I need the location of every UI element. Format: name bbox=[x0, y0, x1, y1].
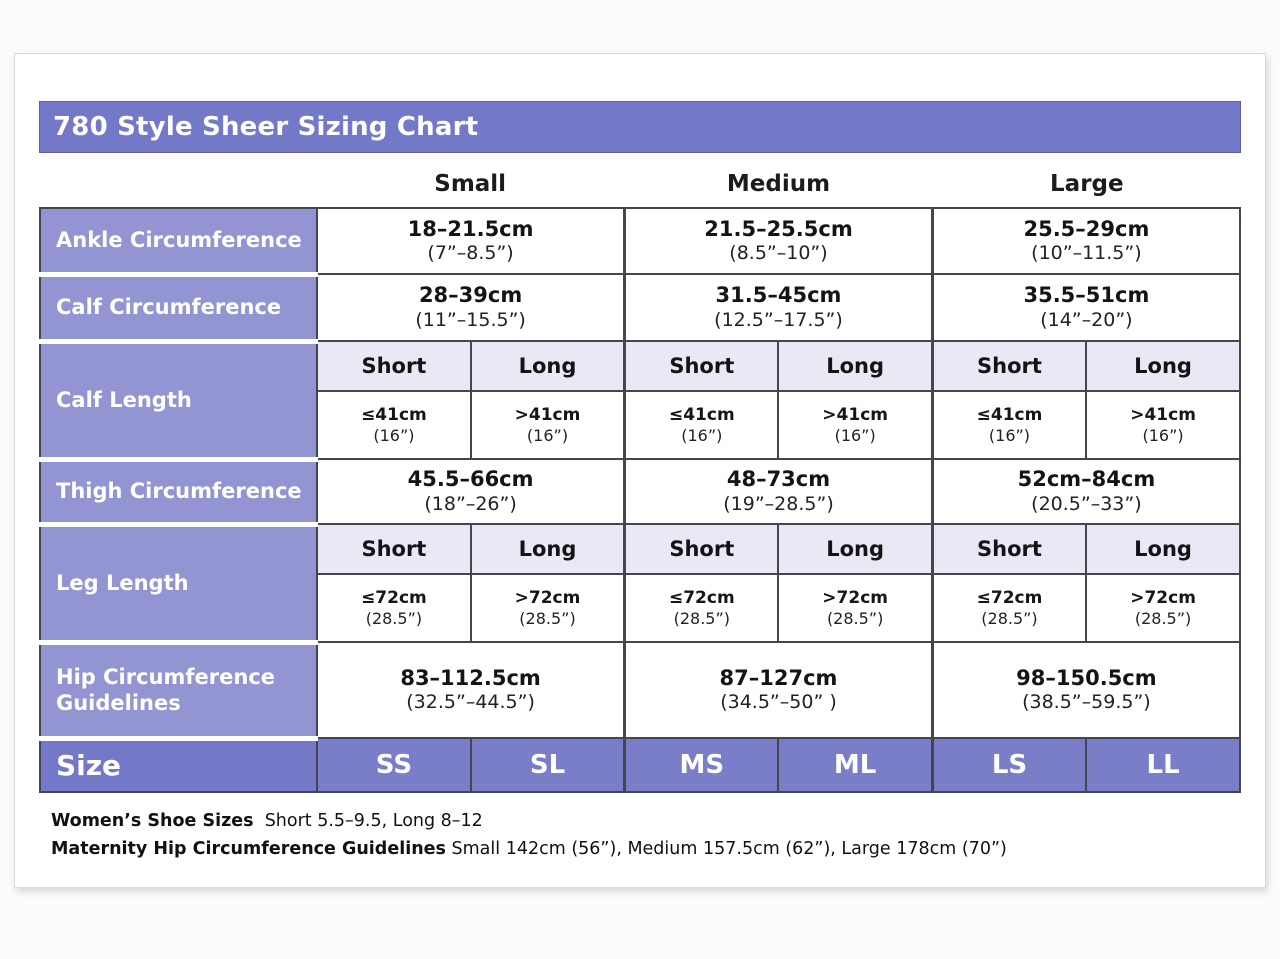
row-label-thigh: Thigh Circumference bbox=[40, 459, 317, 524]
cm-value: ≤72cm bbox=[976, 587, 1043, 608]
row-label-ankle: Ankle Circumference bbox=[40, 208, 317, 274]
calf-length-subheader: Long bbox=[778, 341, 932, 391]
calf-length-subheader: Short bbox=[317, 341, 471, 391]
inch-value: (28.5”) bbox=[365, 608, 423, 628]
inch-value: (18”–26”) bbox=[424, 492, 517, 515]
thigh-medium-cell bbox=[625, 459, 933, 524]
calf-circ-small-cell bbox=[317, 274, 625, 341]
table-row-leg-length-header bbox=[40, 524, 1240, 574]
sizing-chart-card bbox=[14, 53, 1266, 888]
hip-large-cell bbox=[932, 642, 1240, 738]
cm-value: 35.5–51cm bbox=[1023, 283, 1150, 308]
size-cell-ms: MS bbox=[625, 738, 779, 792]
inch-value: (12.5”–17.5”) bbox=[714, 308, 843, 331]
table-row-hip bbox=[40, 642, 1240, 738]
hip-medium-cell bbox=[625, 642, 933, 738]
ankle-large-cell bbox=[932, 208, 1240, 274]
leg-length-value-cell bbox=[471, 574, 625, 642]
leg-length-value-cell bbox=[625, 574, 779, 642]
calf-length-subheader: Short bbox=[625, 341, 779, 391]
calf-length-value-cell bbox=[471, 391, 625, 459]
cm-value: 87–127cm bbox=[719, 665, 838, 690]
inch-value: (7”–8.5”) bbox=[427, 242, 514, 265]
column-header-small: Small bbox=[434, 171, 507, 197]
row-label-calf-circumference: Calf Circumference bbox=[40, 274, 317, 341]
row-label-leg-length: Leg Length bbox=[40, 524, 317, 642]
inch-value: (28.5”) bbox=[826, 608, 884, 628]
row-label-size: Size bbox=[40, 738, 317, 792]
column-header-large: Large bbox=[1050, 171, 1124, 197]
leg-length-subheader: Long bbox=[1086, 524, 1240, 574]
calf-length-subheader: Short bbox=[932, 341, 1086, 391]
cm-value: ≤41cm bbox=[361, 404, 427, 425]
table-row-ankle bbox=[40, 208, 1240, 274]
cm-value: 18–21.5cm bbox=[407, 216, 534, 241]
inch-value: (28.5”) bbox=[981, 608, 1038, 628]
table-row-thigh bbox=[40, 459, 1240, 524]
ankle-medium-cell bbox=[625, 208, 933, 274]
cm-value: ≤72cm bbox=[668, 587, 735, 608]
cm-value: >72cm bbox=[822, 587, 888, 608]
cm-value: >41cm bbox=[514, 404, 581, 425]
leg-length-subheader: Long bbox=[778, 524, 932, 574]
inch-value: (16”) bbox=[526, 425, 569, 445]
cm-value: 25.5–29cm bbox=[1023, 216, 1150, 241]
row-label-hip: Hip Circumference Guidelines bbox=[40, 642, 317, 738]
footnote-label: Maternity Hip Circumference Guidelines bbox=[51, 839, 446, 860]
calf-length-subheader: Long bbox=[471, 341, 625, 391]
cm-value: 48–73cm bbox=[726, 467, 831, 492]
size-cell-ss: SS bbox=[317, 738, 471, 792]
sizing-table bbox=[39, 207, 1241, 793]
inch-value: (10”–11.5”) bbox=[1031, 242, 1142, 265]
leg-length-subheader: Short bbox=[932, 524, 1086, 574]
inch-value: (11”–15.5”) bbox=[415, 308, 526, 331]
calf-length-value-cell bbox=[778, 391, 932, 459]
inch-value: (28.5”) bbox=[519, 608, 576, 628]
chart-title-bar bbox=[39, 101, 1241, 153]
footnote-label: Women’s Shoe Sizes bbox=[51, 811, 254, 831]
inch-value: (34.5”–50” ) bbox=[720, 691, 837, 714]
column-header-medium: Medium bbox=[726, 171, 831, 197]
inch-value: (28.5”) bbox=[673, 608, 731, 628]
calf-length-value-cell bbox=[625, 391, 779, 459]
leg-length-subheader: Long bbox=[471, 524, 625, 574]
size-group-headers bbox=[39, 153, 1241, 207]
ankle-small-cell bbox=[317, 208, 625, 274]
cm-value: >72cm bbox=[1130, 587, 1196, 608]
hip-small-cell bbox=[317, 642, 625, 738]
leg-length-value-cell bbox=[317, 574, 471, 642]
calf-length-value-cell bbox=[1086, 391, 1240, 459]
footnotes bbox=[39, 807, 1241, 864]
calf-circ-large-cell bbox=[932, 274, 1240, 341]
cm-value: >41cm bbox=[822, 404, 888, 425]
table-row-calf-circumference bbox=[40, 274, 1240, 341]
inch-value: (16”) bbox=[1142, 425, 1184, 445]
footnote-maternity-hip bbox=[51, 835, 1241, 863]
size-cell-ll: LL bbox=[1086, 738, 1240, 792]
calf-circ-medium-cell bbox=[625, 274, 933, 341]
size-cell-sl: SL bbox=[471, 738, 625, 792]
cm-value: 28–39cm bbox=[418, 283, 523, 308]
inch-value: (28.5”) bbox=[1134, 608, 1192, 628]
footnote-text: Short 5.5–9.5, Long 8–12 bbox=[264, 811, 483, 831]
footnote-shoe-sizes bbox=[51, 807, 1241, 835]
inch-value: (19”–28.5”) bbox=[723, 492, 834, 515]
calf-length-value-cell bbox=[932, 391, 1086, 459]
cm-value: >72cm bbox=[514, 587, 581, 608]
cm-value: ≤41cm bbox=[668, 404, 735, 425]
cm-value: 52cm–84cm bbox=[1017, 467, 1156, 492]
leg-length-value-cell bbox=[1086, 574, 1240, 642]
calf-length-subheader: Long bbox=[1086, 341, 1240, 391]
cm-value: 31.5–45cm bbox=[715, 283, 842, 308]
cm-value: >41cm bbox=[1130, 404, 1196, 425]
cm-value: ≤72cm bbox=[361, 587, 427, 608]
inch-value: (16”) bbox=[834, 425, 876, 445]
size-cell-ls: LS bbox=[932, 738, 1086, 792]
row-label-calf-length: Calf Length bbox=[40, 341, 317, 459]
cm-value: 45.5–66cm bbox=[407, 467, 534, 492]
cm-value: 98–150.5cm bbox=[1016, 665, 1157, 690]
page-title: 780 Style Sheer Sizing Chart bbox=[53, 112, 479, 142]
thigh-large-cell bbox=[932, 459, 1240, 524]
footnote-text: Small 142cm (56”), Medium 157.5cm (62”), Large 178cm (70”) bbox=[451, 839, 1007, 860]
inch-value: (38.5”–59.5”) bbox=[1022, 691, 1151, 714]
table-row-size bbox=[40, 738, 1240, 792]
leg-length-subheader: Short bbox=[317, 524, 471, 574]
inch-value: (16”) bbox=[681, 425, 723, 445]
inch-value: (32.5”–44.5”) bbox=[406, 691, 535, 714]
cm-value: 83–112.5cm bbox=[400, 665, 541, 690]
cm-value: 21.5–25.5cm bbox=[704, 216, 853, 241]
size-cell-ml: ML bbox=[778, 738, 932, 792]
inch-value: (14”–20”) bbox=[1040, 308, 1133, 331]
inch-value: (16”) bbox=[988, 425, 1031, 445]
inch-value: (20.5”–33”) bbox=[1031, 492, 1142, 515]
thigh-small-cell bbox=[317, 459, 625, 524]
leg-length-subheader: Short bbox=[625, 524, 779, 574]
leg-length-value-cell bbox=[778, 574, 932, 642]
leg-length-value-cell bbox=[932, 574, 1086, 642]
table-row-calf-length-header bbox=[40, 341, 1240, 391]
inch-value: (8.5”–10”) bbox=[729, 242, 828, 265]
inch-value: (16”) bbox=[373, 425, 415, 445]
cm-value: ≤41cm bbox=[976, 404, 1043, 425]
calf-length-value-cell bbox=[317, 391, 471, 459]
